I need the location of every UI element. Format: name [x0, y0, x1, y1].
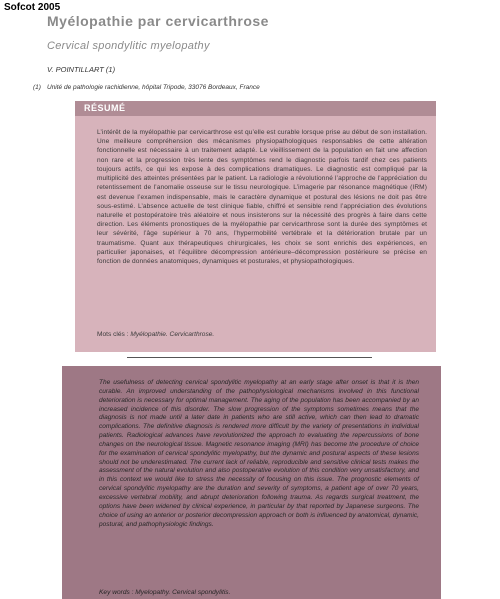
resume-box: [75, 101, 436, 352]
section-divider: [127, 357, 372, 358]
resume-heading: RÉSUMÉ: [84, 103, 126, 113]
resume-keywords-label: Mots clés :: [97, 331, 131, 338]
resume-keywords-values: Myélopathie. Cervicarthrose.: [130, 331, 215, 338]
resume-keywords: [97, 331, 214, 338]
abstract-box: [62, 366, 441, 599]
abstract-body: The usefulness of detecting cervical spondylitic myelopathy at an early stage after onset is that it is then curable. An improved understanding of the pathophysiological mechanisms involved in this functional deterioration is necessary for optimal management. The aging of the population has been accompanied by an increased incidence of this disorder. The slow progression of the symptoms sometimes means that the diagnosis is not made until a later date in patients who are still active, which can then lead to dramatic complications. The definitive diagnosis is rendered more difficult by the variety of presentations in individual patients. Radiological advances have revolutionized the approach to evaluating the repercussions of bone changes on the neurological tissue. Magnetic resonance imaging (MRI) has become the procedure of choice for the examination of cervical spondylitic myelopathy, but the dynamic and postural aspects of these lesions should not be underestimated. The current lack of reliable, reproducible and sensitive clinical tests makes the assessment of the natural evolution and also postoperative evolution of this condition very unsatisfactory, and in this context we would like to stress the necessity of focusing on this issue. The prognostic elements of cervical spondylitic myelopathy are the duration and severity of symptoms, a patient age of over 70 years, excessive vertebral mobility, and abrupt deterioration following trauma. As regards surgical treatment, the options have been widened by clinical experience, in particular by that reported by Japanese surgeons. The choice of using an anterior or posterior decompression approach or both is influenced by anatomical, dynamic, postural, and pathophysiologic findings.: [99, 379, 419, 528]
resume-header: [75, 101, 436, 116]
article-subtitle: Cervical spondylitic myelopathy: [47, 40, 210, 52]
abstract-keywords: Key words : Myelopathy. Cervical spondylitis.: [99, 589, 231, 596]
article-title: Myélopathie par cervicarthrose: [47, 13, 269, 29]
affiliation-line: Unité de pathologie rachidienne, hôpital Tripode, 33076 Bordeaux, France: [47, 84, 260, 91]
conference-label: Sofcot 2005: [4, 2, 61, 13]
author-line: V. POINTILLART (1): [47, 65, 116, 74]
affiliation-number: (1): [33, 84, 41, 91]
resume-body: L’intérêt de la myélopathie par cervicarthrose est qu’elle est curable lorsque prise au début de son installation. Une meilleure compréhension des mécanismes physiopathologiques responsables de cette altération fonctionnelle est nécessaire à un traitement adapté. Le vieillissement de la population en fait une affection non rare et la progression très lente des symptômes rend le diagnostic parfois tardif chez ces patients toujours actifs, ce qui les expose à des complications dramatiques. Le diagnostic est compliqué par la multiplicité des atteintes présentées par le patient. La radiologie a révolutionné l’approche de l’appréciation du retentissement de l’anomalie osseuse sur le tissu neurologique. L’imagerie par résonance magnétique (IRM) est devenue l’examen indispensable, mais le caractère dynamique et postural des lésions ne doit pas être sous-estimé. L’absence actuelle de test clinique fiable, chiffré et sensible rend l’appréciation des évolutions naturelle et postopératoire très aléatoire et nous insisterons sur la nécessité des progrès à faire dans cette direction. Les éléments pronostiques de la myélopathie par cervicarthrose sont la durée des symptômes et leur sévérité, l’âge supérieur à 70 ans, l’hypermobilité vertébrale et la détérioration brutale par un traumatisme. Quant aux thérapeutiques chirurgicales, les choix se sont enrichis des expériences, en particulier japonaises, et l’équilibre décompression antérieure–décompression postérieure se précise en fonction de données anatomiques, dynamiques et posturales, et physiopathologiques.: [97, 129, 427, 266]
